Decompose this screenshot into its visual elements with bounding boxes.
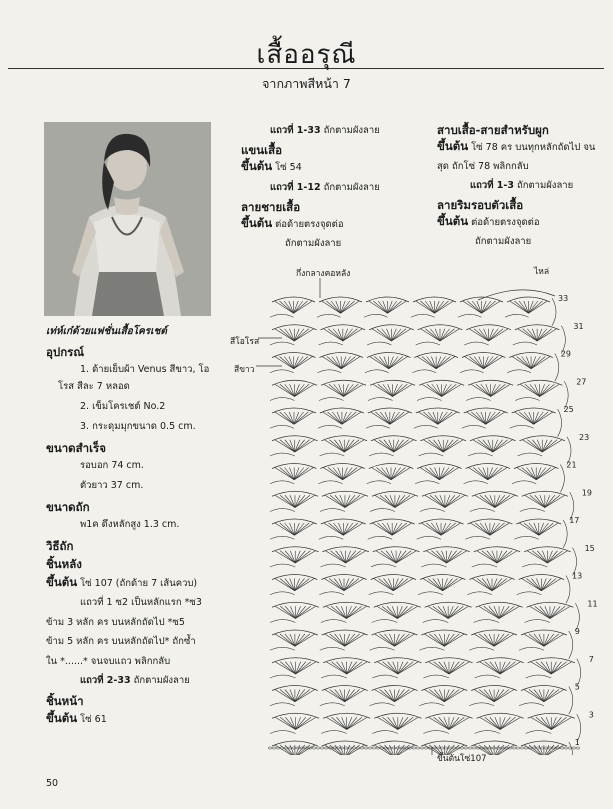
back-row1-line1: แถวที่ 1 ซ2 เป็นหลักแรก *ซ3: [80, 597, 202, 608]
hem-start-text: ต่อด้ายตรงจุดต่อ: [272, 219, 344, 230]
mid-row-text-2: ถักตามผังลาย: [320, 182, 380, 193]
edge-start-label: ขึ้นต้น: [437, 214, 469, 228]
row-number-label: 3: [588, 710, 594, 720]
material-line-3: 2. เข็มโครเชต์ No.2: [80, 401, 166, 412]
row-number-label: 17: [569, 516, 580, 525]
row-number-label: 25: [563, 405, 574, 414]
tie-start-label: ขึ้นต้น: [437, 139, 469, 153]
size-length: ตัวยาว 37 cm.: [80, 480, 144, 491]
tie-heading: สาบเสื้อ-สายสำหรับผูก: [437, 123, 549, 137]
row-number-label: 19: [581, 488, 592, 498]
back-piece-heading: ชิ้นหลัง: [46, 557, 82, 571]
hem-line-2: ถักตามผังลาย: [285, 238, 342, 249]
tie-line-2: สุด ถักโซ่ 78 พลิกกลับ: [437, 161, 529, 172]
mid-row-label-1: แถวที่ 1-33: [270, 125, 321, 136]
gauge-heading: ขนาดถัก: [46, 500, 90, 514]
front-start-text: โซ่ 61: [77, 714, 107, 725]
size-heading: ขนาดสำเร็จ: [46, 441, 106, 455]
model-photo: [44, 122, 211, 316]
row-number-label: 11: [587, 599, 598, 609]
row-number-label: 23: [579, 432, 590, 442]
sleeve-start-label: ขึ้นต้น: [241, 159, 273, 173]
center-back-label: กึ่งกลางคอหลัง: [296, 269, 351, 279]
front-piece-heading: ชิ้นหน้า: [46, 694, 84, 708]
back-start-label: ขึ้นต้น: [46, 575, 78, 589]
row-number-label: 27: [576, 377, 587, 387]
material-line-4: 3. กระดุมมุกขนาด 0.5 cm.: [80, 421, 196, 432]
row-number-label: 15: [584, 543, 595, 553]
old-rose-label: สีโอโรส: [230, 337, 260, 347]
photo-caption: เท่ห์เก๋ด้วยแฟชั่นเสื้อโครเชต์: [46, 326, 167, 337]
mid-row-label-2: แถวที่ 1-12: [270, 182, 321, 193]
row-number-label: 9: [574, 627, 580, 636]
material-line-2: โรส สีละ 7 หลอด: [58, 381, 130, 392]
back-start-text: โซ่ 107 (ถักด้าย 7 เส้นควบ): [77, 578, 198, 589]
size-chest: รอบอก 74 cm.: [80, 460, 144, 471]
row-number-label: 31: [573, 321, 584, 331]
page-subtitle: จากภาพสีหน้า 7: [262, 76, 351, 91]
materials-heading: อุปกรณ์: [46, 345, 85, 359]
back-row1-line4: ใน *......* จนจบแถว พลิกกลับ: [46, 656, 171, 667]
row-number-label: 13: [572, 571, 583, 581]
method-heading: วิธีถัก: [46, 539, 74, 553]
front-start-label: ขึ้นต้น: [46, 711, 78, 725]
tie-start-text: โซ่ 78 คร บนทุกหลักถัดไป จน: [468, 142, 596, 153]
start-chain-label: ขึ้นต้นโซ่107: [437, 754, 487, 764]
tie-row-label: แถวที่ 1-3: [470, 180, 514, 191]
edge-start-text: ต่อด้ายตรงจุดต่อ: [468, 217, 540, 228]
sleeve-start-text: โซ่ 54: [272, 162, 302, 173]
title-rule: [8, 68, 604, 69]
gauge-text: พ1ค ดึงหลักสูง 1.3 cm.: [80, 519, 180, 530]
white-label: สีขาว: [234, 365, 255, 375]
back-row2-label: แถวที่ 2-33: [80, 675, 131, 686]
crochet-chart: [225, 275, 613, 755]
edge-line-2: ถักตามผังลาย: [475, 236, 532, 247]
row-number-label: 1: [574, 738, 580, 747]
row-number-label: 29: [560, 349, 571, 359]
back-row1-line3: ข้าม 5 หลัก คร บนหลักถัดไป* ถักซ้ำ: [46, 636, 196, 647]
mid-row-text-1: ถักตามผังลาย: [320, 125, 380, 136]
row-number-label: 33: [558, 294, 569, 303]
edge-heading: ลายริมรอบตัวเสื้อ: [437, 198, 524, 212]
back-row2-text: ถักตามผังลาย: [130, 675, 190, 686]
row-number-label: 5: [574, 682, 580, 692]
tie-row-text: ถักตามผังลาย: [513, 180, 574, 191]
shoulder-label: ไหล่: [534, 267, 550, 277]
hem-start-label: ขึ้นต้น: [241, 216, 273, 230]
back-row1-line2: ข้าม 3 หลัก คร บนหลักถัดไป *ซ5: [46, 617, 185, 628]
material-line-1: 1. ด้ายเย็บผ้า Venus สีขาว, โอ: [80, 364, 210, 375]
page-title: เสื้ออรุณี: [256, 40, 357, 70]
page-number: 50: [46, 778, 59, 789]
model-photo-illustration: [44, 122, 211, 316]
row-number-label: 21: [566, 460, 577, 470]
sleeve-heading: แขนเสื้อ: [241, 143, 282, 157]
hem-heading: ลายชายเสื้อ: [241, 200, 301, 214]
row-number-label: 7: [588, 654, 594, 664]
